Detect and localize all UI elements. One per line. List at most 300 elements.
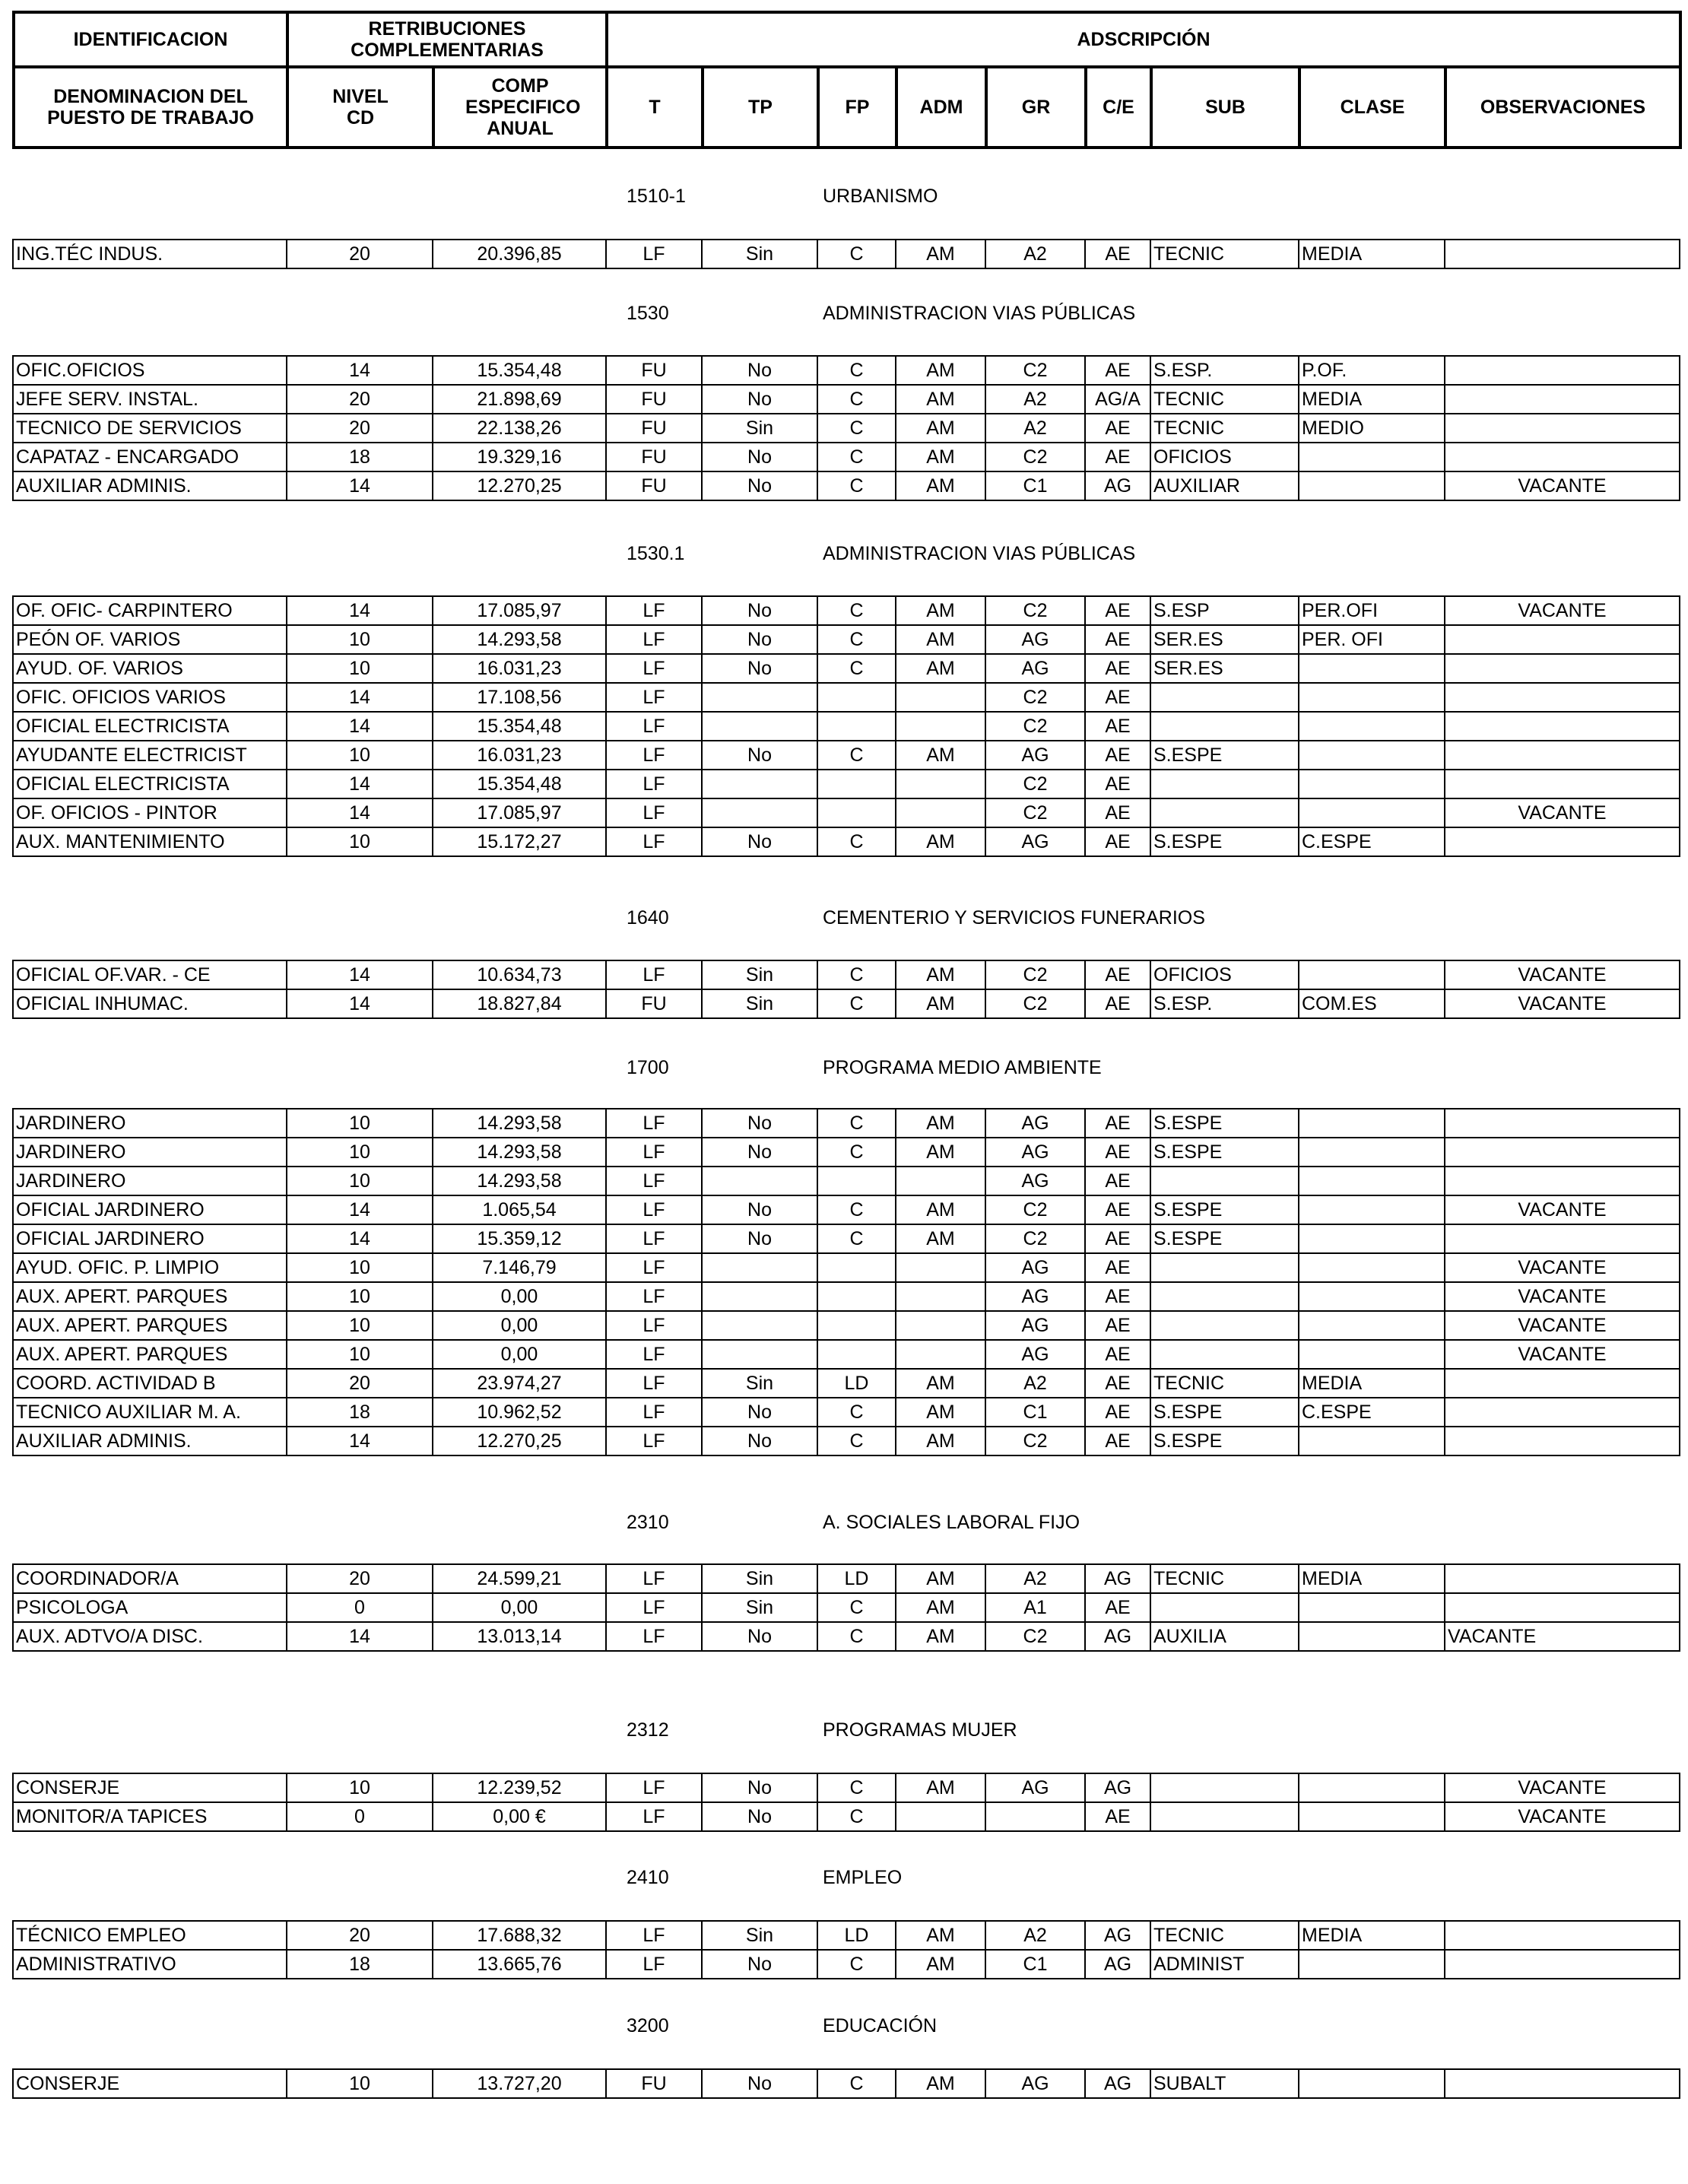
section-code: 3200 (627, 2015, 669, 2036)
cell-ce: AE (1085, 1802, 1150, 1831)
cell-ce: AE (1085, 1398, 1150, 1427)
cell-gr: AG (985, 1340, 1085, 1369)
cell-ce: AE (1085, 1282, 1150, 1311)
cell-tp (702, 1311, 817, 1340)
cell-denominacion: OFICIAL ELECTRICISTA (13, 712, 287, 741)
cell-ce: AE (1085, 443, 1150, 471)
cell-fp (817, 1311, 896, 1340)
cell-sub: S.ESP (1150, 596, 1299, 625)
cell-clase: MEDIO (1299, 414, 1445, 443)
cell-comp-especifico: 10.634,73 (433, 960, 606, 989)
table-row (13, 798, 1680, 827)
cell-t: LF (606, 1138, 702, 1167)
cell-ce: AE (1085, 1311, 1150, 1340)
cell-observaciones: VACANTE (1445, 798, 1680, 827)
cell-nivel-cd: 20 (287, 414, 433, 443)
cell-gr: AG (985, 2069, 1085, 2098)
cell-t: LF (606, 960, 702, 989)
cell-nivel-cd: 14 (287, 471, 433, 500)
cell-tp: No (702, 741, 817, 770)
cell-nivel-cd: 10 (287, 827, 433, 856)
cell-clase (1299, 1802, 1445, 1831)
section-title: EMPLEO (823, 1867, 903, 1888)
cell-clase (1299, 1253, 1445, 1282)
cell-comp-especifico: 14.293,58 (433, 1138, 606, 1167)
cell-fp: LD (817, 1564, 896, 1593)
cell-nivel-cd: 10 (287, 1167, 433, 1195)
section-code: 2312 (627, 1719, 669, 1741)
cell-t: LF (606, 1369, 702, 1398)
table-row (13, 1802, 1680, 1831)
cell-adm: AM (896, 1773, 985, 1802)
cell-ce: AG (1085, 1564, 1150, 1593)
cell-sub: S.ESP. (1150, 356, 1299, 385)
cell-sub (1150, 1802, 1299, 1831)
cell-observaciones: VACANTE (1445, 596, 1680, 625)
cell-fp: C (817, 989, 896, 1018)
cell-clase: MEDIA (1299, 240, 1445, 268)
cell-adm: AM (896, 989, 985, 1018)
cell-nivel-cd: 20 (287, 1564, 433, 1593)
cell-fp (817, 1282, 896, 1311)
cell-nivel-cd: 10 (287, 1138, 433, 1167)
cell-sub: TECNIC (1150, 385, 1299, 414)
cell-comp-especifico: 24.599,21 (433, 1564, 606, 1593)
col-tp: TP (703, 67, 818, 148)
cell-nivel-cd: 10 (287, 1340, 433, 1369)
cell-adm: AM (896, 356, 985, 385)
cell-clase (1299, 1167, 1445, 1195)
cell-adm: AM (896, 827, 985, 856)
cell-fp (817, 1253, 896, 1282)
section-title: ADMINISTRACION VIAS PÚBLICAS (823, 303, 1136, 324)
section-table (12, 1563, 1680, 1652)
cell-comp-especifico: 12.239,52 (433, 1773, 606, 1802)
cell-denominacion: JARDINERO (13, 1109, 287, 1138)
cell-fp: C (817, 654, 896, 683)
cell-denominacion: AUX. APERT. PARQUES (13, 1282, 287, 1311)
cell-ce: AE (1085, 1138, 1150, 1167)
cell-fp: C (817, 1622, 896, 1651)
cell-observaciones: VACANTE (1445, 1253, 1680, 1282)
cell-gr: AG (985, 625, 1085, 654)
cell-t: FU (606, 2069, 702, 2098)
cell-t: LF (606, 1109, 702, 1138)
cell-sub: S.ESPE (1150, 1224, 1299, 1253)
table-row (13, 2069, 1680, 2098)
cell-adm: AM (896, 1224, 985, 1253)
cell-nivel-cd: 14 (287, 1195, 433, 1224)
cell-nivel-cd: 20 (287, 1369, 433, 1398)
cell-clase: P.OF. (1299, 356, 1445, 385)
table-row (13, 625, 1680, 654)
header-retribuciones: RETRIBUCIONES COMPLEMENTARIAS (287, 12, 607, 67)
cell-clase: PER. OFI (1299, 625, 1445, 654)
cell-denominacion: JEFE SERV. INSTAL. (13, 385, 287, 414)
cell-adm (896, 770, 985, 798)
col-observaciones: OBSERVACIONES (1445, 67, 1680, 148)
cell-gr: AG (985, 741, 1085, 770)
cell-comp-especifico: 21.898,69 (433, 385, 606, 414)
cell-t: LF (606, 240, 702, 268)
cell-observaciones (1445, 827, 1680, 856)
cell-denominacion: PSICOLOGA (13, 1593, 287, 1622)
cell-denominacion: ING.TÉC INDUS. (13, 240, 287, 268)
cell-observaciones (1445, 1398, 1680, 1427)
cell-comp-especifico: 17.688,32 (433, 1921, 606, 1950)
cell-denominacion: OFICIAL INHUMAC. (13, 989, 287, 1018)
table-row (13, 1369, 1680, 1398)
cell-adm: AM (896, 471, 985, 500)
cell-denominacion: AYUD. OFIC. P. LIMPIO (13, 1253, 287, 1282)
table-row (13, 960, 1680, 989)
cell-ce: AG (1085, 1622, 1150, 1651)
cell-sub: SER.ES (1150, 625, 1299, 654)
table-row (13, 1564, 1680, 1593)
cell-ce: AE (1085, 989, 1150, 1018)
cell-comp-especifico: 18.827,84 (433, 989, 606, 1018)
cell-comp-especifico: 0,00 (433, 1340, 606, 1369)
cell-fp (817, 683, 896, 712)
cell-adm: AM (896, 741, 985, 770)
cell-observaciones: VACANTE (1445, 1340, 1680, 1369)
table-row (13, 1109, 1680, 1138)
cell-fp: C (817, 960, 896, 989)
cell-observaciones (1445, 443, 1680, 471)
cell-clase: C.ESPE (1299, 827, 1445, 856)
cell-clase (1299, 683, 1445, 712)
cell-adm: AM (896, 625, 985, 654)
cell-ce: AG (1085, 471, 1150, 500)
cell-tp: No (702, 385, 817, 414)
cell-comp-especifico: 23.974,27 (433, 1369, 606, 1398)
cell-tp: Sin (702, 1564, 817, 1593)
cell-ce: AE (1085, 240, 1150, 268)
table-row (13, 240, 1680, 268)
section-table (12, 1773, 1680, 1832)
cell-t: FU (606, 443, 702, 471)
cell-sub: TECNIC (1150, 1564, 1299, 1593)
cell-clase: MEDIA (1299, 385, 1445, 414)
cell-observaciones: VACANTE (1445, 960, 1680, 989)
cell-t: LF (606, 1167, 702, 1195)
cell-denominacion: CAPATAZ - ENCARGADO (13, 443, 287, 471)
table-row (13, 1593, 1680, 1622)
cell-nivel-cd: 14 (287, 1224, 433, 1253)
cell-observaciones (1445, 1138, 1680, 1167)
cell-gr: C2 (985, 770, 1085, 798)
cell-sub: SUBALT (1150, 2069, 1299, 2098)
cell-tp: No (702, 1427, 817, 1455)
cell-adm: AM (896, 1109, 985, 1138)
table-row (13, 1253, 1680, 1282)
cell-t: FU (606, 356, 702, 385)
header-identificacion: IDENTIFICACION (14, 12, 287, 67)
cell-tp: No (702, 596, 817, 625)
cell-gr: C1 (985, 1950, 1085, 1979)
cell-gr (985, 1802, 1085, 1831)
cell-nivel-cd: 14 (287, 1622, 433, 1651)
cell-fp: C (817, 596, 896, 625)
cell-comp-especifico: 15.354,48 (433, 712, 606, 741)
cell-comp-especifico: 0,00 € (433, 1802, 606, 1831)
cell-observaciones (1445, 1921, 1680, 1950)
cell-fp: C (817, 827, 896, 856)
header-adscripcion: ADSCRIPCIÓN (607, 12, 1680, 67)
cell-comp-especifico: 20.396,85 (433, 240, 606, 268)
cell-t: LF (606, 1340, 702, 1369)
cell-observaciones (1445, 712, 1680, 741)
cell-observaciones: VACANTE (1445, 1802, 1680, 1831)
table-row (13, 1224, 1680, 1253)
cell-sub: S.ESPE (1150, 1398, 1299, 1427)
cell-nivel-cd: 10 (287, 625, 433, 654)
cell-nivel-cd: 0 (287, 1593, 433, 1622)
cell-ce: AE (1085, 654, 1150, 683)
cell-gr: C2 (985, 356, 1085, 385)
cell-sub: S.ESPE (1150, 741, 1299, 770)
cell-clase (1299, 770, 1445, 798)
cell-comp-especifico: 17.085,97 (433, 596, 606, 625)
cell-adm: AM (896, 1622, 985, 1651)
cell-tp: Sin (702, 240, 817, 268)
cell-ce: AG (1085, 1921, 1150, 1950)
cell-t: FU (606, 414, 702, 443)
cell-denominacion: TECNICO AUXILIAR M. A. (13, 1398, 287, 1427)
cell-adm: AM (896, 1398, 985, 1427)
cell-observaciones: VACANTE (1445, 1622, 1680, 1651)
table-row (13, 683, 1680, 712)
section-code: 2410 (627, 1867, 669, 1888)
cell-nivel-cd: 14 (287, 960, 433, 989)
cell-adm: AM (896, 1138, 985, 1167)
cell-tp: Sin (702, 1921, 817, 1950)
cell-ce: AE (1085, 1253, 1150, 1282)
cell-sub: AUXILIAR (1150, 471, 1299, 500)
cell-fp: C (817, 1950, 896, 1979)
cell-comp-especifico: 12.270,25 (433, 1427, 606, 1455)
cell-clase: MEDIA (1299, 1564, 1445, 1593)
section-code: 1530 (627, 303, 669, 324)
cell-fp (817, 798, 896, 827)
cell-clase: MEDIA (1299, 1369, 1445, 1398)
table-row (13, 1398, 1680, 1427)
cell-gr: A2 (985, 240, 1085, 268)
cell-observaciones (1445, 1427, 1680, 1455)
cell-sub: S.ESPE (1150, 1109, 1299, 1138)
cell-ce: AE (1085, 1195, 1150, 1224)
cell-comp-especifico: 15.354,48 (433, 770, 606, 798)
cell-clase (1299, 443, 1445, 471)
table-row (13, 596, 1680, 625)
cell-tp (702, 683, 817, 712)
cell-clase: C.ESPE (1299, 1398, 1445, 1427)
table-row (13, 712, 1680, 741)
cell-sub (1150, 683, 1299, 712)
cell-sub (1150, 1773, 1299, 1802)
cell-gr: AG (985, 1773, 1085, 1802)
cell-observaciones (1445, 1369, 1680, 1398)
cell-gr: C2 (985, 1622, 1085, 1651)
table-row (13, 1427, 1680, 1455)
cell-gr: C1 (985, 1398, 1085, 1427)
cell-fp: LD (817, 1369, 896, 1398)
cell-denominacion: AUXILIAR ADMINIS. (13, 471, 287, 500)
cell-observaciones (1445, 1167, 1680, 1195)
cell-tp: No (702, 1195, 817, 1224)
cell-tp: No (702, 1109, 817, 1138)
table-row (13, 1311, 1680, 1340)
cell-gr: AG (985, 1253, 1085, 1282)
section-title: PROGRAMAS MUJER (823, 1719, 1017, 1741)
cell-denominacion: MONITOR/A TAPICES (13, 1802, 287, 1831)
cell-clase (1299, 798, 1445, 827)
cell-denominacion: OFICIAL JARDINERO (13, 1195, 287, 1224)
cell-tp: Sin (702, 960, 817, 989)
cell-nivel-cd: 10 (287, 1311, 433, 1340)
cell-clase (1299, 1950, 1445, 1979)
section-code: 1530.1 (627, 543, 685, 564)
cell-gr: AG (985, 827, 1085, 856)
cell-t: FU (606, 471, 702, 500)
cell-adm: AM (896, 596, 985, 625)
cell-fp: C (817, 1427, 896, 1455)
col-fp: FP (818, 67, 896, 148)
cell-t: LF (606, 1564, 702, 1593)
cell-ce: AG/A (1085, 385, 1150, 414)
col-sub: SUB (1151, 67, 1299, 148)
cell-fp: C (817, 625, 896, 654)
col-denominacion: DENOMINACION DEL PUESTO DE TRABAJO (14, 67, 287, 148)
cell-nivel-cd: 20 (287, 1921, 433, 1950)
cell-t: LF (606, 827, 702, 856)
cell-comp-especifico: 15.359,12 (433, 1224, 606, 1253)
cell-observaciones: VACANTE (1445, 1195, 1680, 1224)
cell-fp (817, 1167, 896, 1195)
cell-gr: A2 (985, 385, 1085, 414)
cell-observaciones: VACANTE (1445, 1282, 1680, 1311)
table-row (13, 1921, 1680, 1950)
cell-sub: S.ESPE (1150, 827, 1299, 856)
section-title: CEMENTERIO Y SERVICIOS FUNERARIOS (823, 907, 1205, 929)
cell-clase (1299, 2069, 1445, 2098)
cell-nivel-cd: 0 (287, 1802, 433, 1831)
cell-clase: MEDIA (1299, 1921, 1445, 1950)
cell-ce: AG (1085, 1773, 1150, 1802)
cell-tp: Sin (702, 414, 817, 443)
cell-comp-especifico: 12.270,25 (433, 471, 606, 500)
cell-ce: AG (1085, 1950, 1150, 1979)
cell-ce: AE (1085, 1369, 1150, 1398)
cell-observaciones (1445, 1593, 1680, 1622)
cell-comp-especifico: 0,00 (433, 1311, 606, 1340)
cell-comp-especifico: 22.138,26 (433, 414, 606, 443)
cell-sub: TECNIC (1150, 1369, 1299, 1398)
cell-fp: C (817, 471, 896, 500)
cell-tp (702, 1282, 817, 1311)
cell-sub: S.ESPE (1150, 1138, 1299, 1167)
cell-gr: A2 (985, 1921, 1085, 1950)
cell-denominacion: AUX. ADTVO/A DISC. (13, 1622, 287, 1651)
table-row (13, 1340, 1680, 1369)
table-row (13, 741, 1680, 770)
cell-ce: AE (1085, 1593, 1150, 1622)
table-header (12, 11, 1682, 149)
cell-comp-especifico: 13.013,14 (433, 1622, 606, 1651)
cell-fp (817, 712, 896, 741)
cell-nivel-cd: 10 (287, 2069, 433, 2098)
cell-fp: C (817, 356, 896, 385)
cell-t: LF (606, 798, 702, 827)
cell-denominacion: COORDINADOR/A (13, 1564, 287, 1593)
col-clase: CLASE (1299, 67, 1445, 148)
cell-t: FU (606, 989, 702, 1018)
col-adm: ADM (896, 67, 986, 148)
cell-tp (702, 770, 817, 798)
cell-nivel-cd: 18 (287, 1950, 433, 1979)
cell-tp: No (702, 1622, 817, 1651)
table-row (13, 1195, 1680, 1224)
cell-nivel-cd: 14 (287, 596, 433, 625)
cell-adm (896, 712, 985, 741)
cell-comp-especifico: 17.108,56 (433, 683, 606, 712)
cell-t: LF (606, 683, 702, 712)
cell-comp-especifico: 15.172,27 (433, 827, 606, 856)
cell-comp-especifico: 1.065,54 (433, 1195, 606, 1224)
cell-clase (1299, 1340, 1445, 1369)
cell-comp-especifico: 10.962,52 (433, 1398, 606, 1427)
section-table (12, 595, 1680, 857)
cell-gr: A2 (985, 414, 1085, 443)
cell-denominacion: AUXILIAR ADMINIS. (13, 1427, 287, 1455)
table-row (13, 471, 1680, 500)
cell-adm: AM (896, 443, 985, 471)
section-title: EDUCACIÓN (823, 2015, 938, 2036)
col-t: T (607, 67, 703, 148)
table-row (13, 443, 1680, 471)
cell-ce: AE (1085, 1167, 1150, 1195)
cell-adm (896, 1340, 985, 1369)
cell-sub: OFICIOS (1150, 443, 1299, 471)
cell-comp-especifico: 14.293,58 (433, 1167, 606, 1195)
cell-sub (1150, 1340, 1299, 1369)
cell-tp: Sin (702, 989, 817, 1018)
cell-observaciones (1445, 1109, 1680, 1138)
cell-denominacion: PEÓN OF. VARIOS (13, 625, 287, 654)
cell-nivel-cd: 20 (287, 240, 433, 268)
cell-clase (1299, 1282, 1445, 1311)
cell-tp (702, 1167, 817, 1195)
cell-fp: C (817, 1593, 896, 1622)
cell-t: LF (606, 1622, 702, 1651)
cell-denominacion: JARDINERO (13, 1138, 287, 1167)
cell-gr: AG (985, 1311, 1085, 1340)
cell-ce: AE (1085, 414, 1150, 443)
cell-adm (896, 798, 985, 827)
cell-sub: S.ESPE (1150, 1427, 1299, 1455)
cell-adm: AM (896, 1921, 985, 1950)
cell-fp: C (817, 1802, 896, 1831)
cell-nivel-cd: 14 (287, 712, 433, 741)
cell-comp-especifico: 16.031,23 (433, 741, 606, 770)
cell-tp: No (702, 654, 817, 683)
section-code: 1700 (627, 1057, 669, 1078)
section-table (12, 239, 1680, 269)
cell-ce: AE (1085, 1224, 1150, 1253)
cell-t: LF (606, 1398, 702, 1427)
cell-sub (1150, 1311, 1299, 1340)
cell-nivel-cd: 14 (287, 1427, 433, 1455)
